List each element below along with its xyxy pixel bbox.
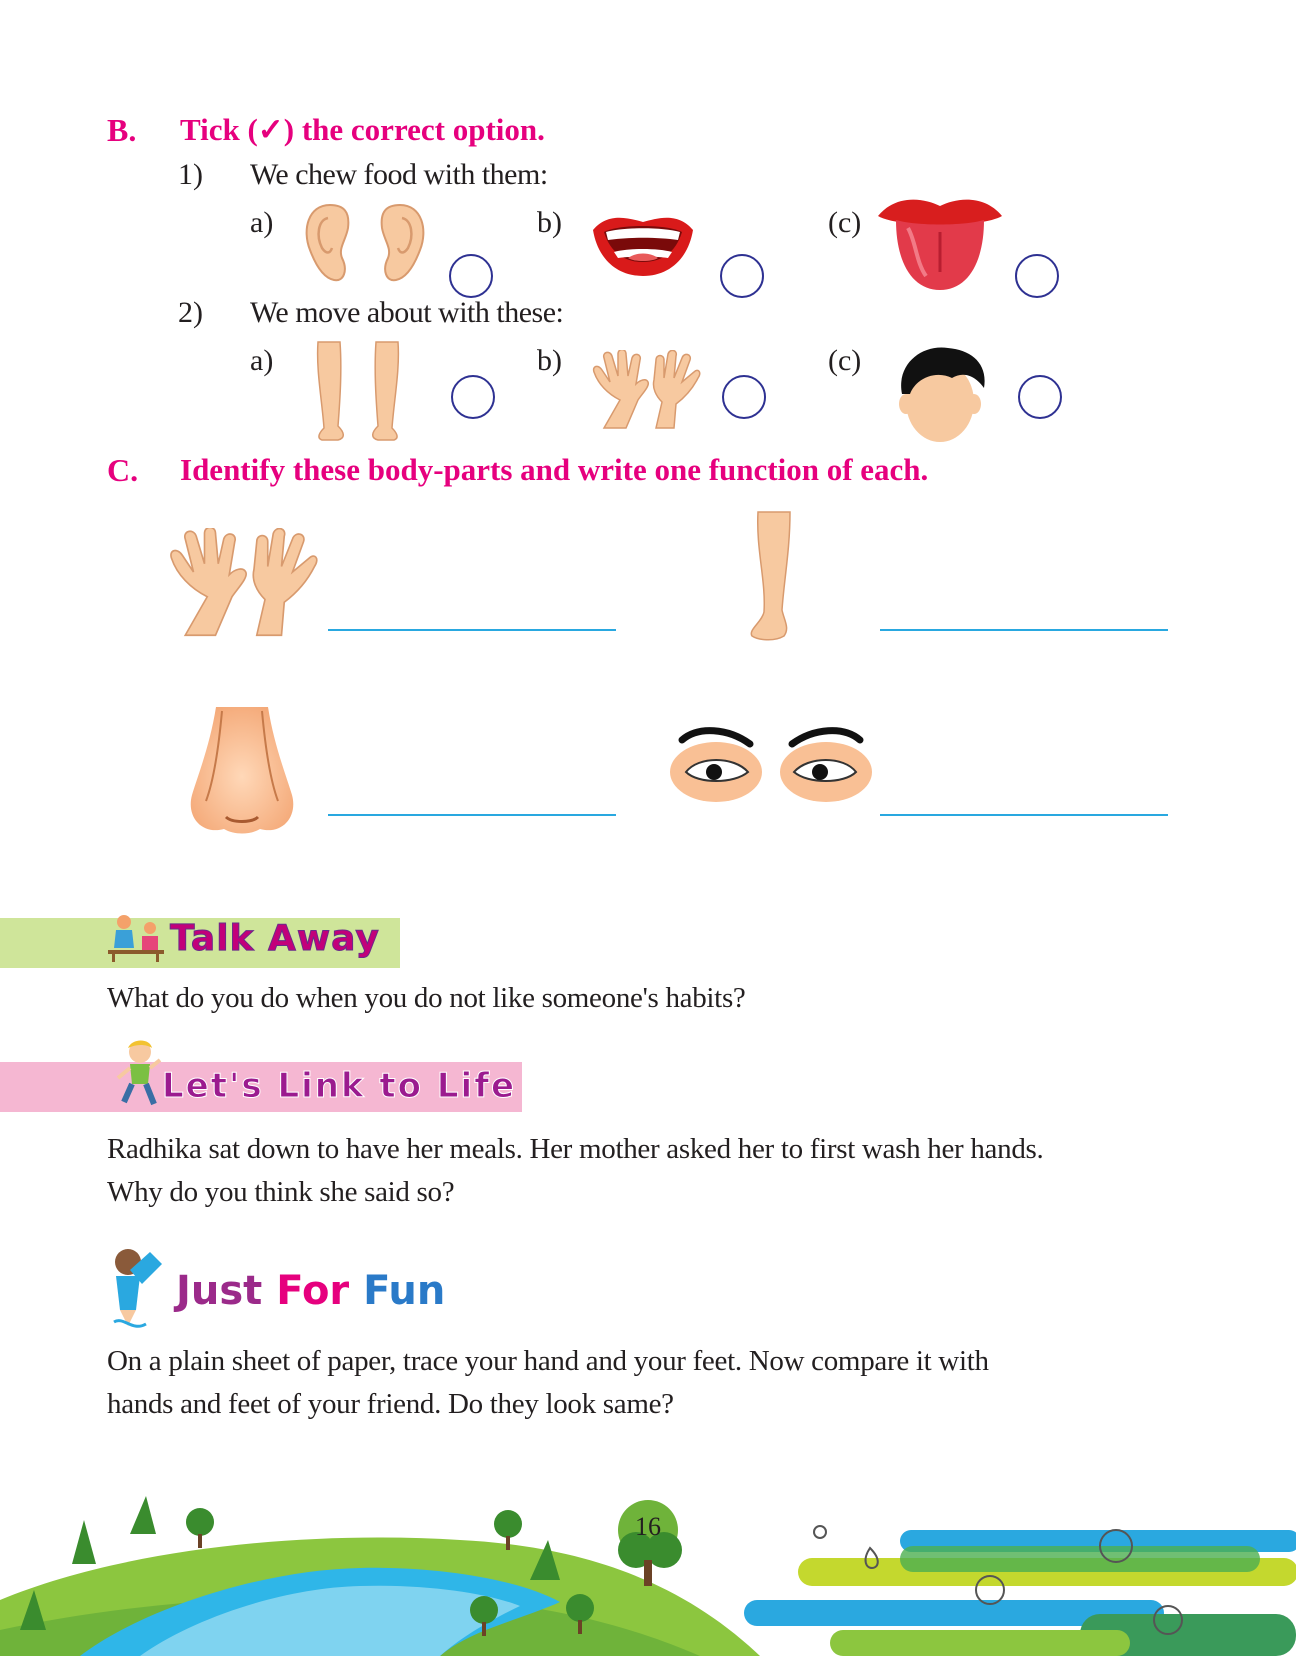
talk-away-title: Talk Away xyxy=(170,918,380,959)
question-1-number: 1) xyxy=(178,158,203,191)
crayon-kid-icon xyxy=(106,1246,166,1332)
link-to-life-title: Let's Link to Life xyxy=(162,1066,517,1106)
just-for-fun-title-part2: For xyxy=(276,1268,350,1314)
legs-image xyxy=(310,340,406,444)
nose-image xyxy=(182,705,302,837)
q1-option-b-label: b) xyxy=(537,206,562,239)
tongue-image xyxy=(876,192,1004,294)
q1-option-a-label: a) xyxy=(250,206,274,239)
eyes-image xyxy=(668,722,874,806)
ears-image xyxy=(300,200,430,285)
page-number: 16 xyxy=(635,1512,661,1541)
q1-option-b-checkbox[interactable] xyxy=(720,254,764,298)
section-c-letter: C. xyxy=(107,452,139,488)
just-for-fun-title-part1: Just xyxy=(176,1268,263,1314)
just-for-fun-line-2: hands and feet of your friend. Do they look same? xyxy=(107,1388,674,1420)
question-1-text: We chew food with them: xyxy=(250,158,548,191)
just-for-fun-title-part3: Fun xyxy=(363,1268,446,1314)
q1-option-c-checkbox[interactable] xyxy=(1015,254,1059,298)
link-to-life-line-1: Radhika sat down to have her meals. Her mother asked her to first wash her hands. xyxy=(107,1133,1044,1165)
mouth-image xyxy=(588,210,698,280)
q2-option-a-checkbox[interactable] xyxy=(451,375,495,419)
q1-option-a-checkbox[interactable] xyxy=(449,254,493,298)
question-2-number: 2) xyxy=(178,296,203,329)
hands-image xyxy=(590,350,702,430)
question-2-text: We move about with these: xyxy=(250,296,564,329)
q2-option-b-checkbox[interactable] xyxy=(722,375,766,419)
children-icon xyxy=(106,912,166,962)
answer-line-leg[interactable] xyxy=(880,629,1168,631)
answer-line-hands[interactable] xyxy=(328,629,616,631)
q2-option-c-label: (c) xyxy=(828,344,862,377)
section-c-title: Identify these body-parts and write one function of each. xyxy=(180,452,929,487)
q2-option-b-label: b) xyxy=(537,344,562,377)
head-image xyxy=(892,344,992,444)
just-for-fun-title xyxy=(176,1268,445,1314)
link-to-life-line-2: Why do you think she said so? xyxy=(107,1176,455,1208)
q1-option-c-label: (c) xyxy=(828,206,862,239)
q2-option-a-label: a) xyxy=(250,344,274,377)
section-b-title: Tick (✓) the correct option. xyxy=(180,112,545,147)
q2-option-c-checkbox[interactable] xyxy=(1018,375,1062,419)
running-boy-icon xyxy=(114,1038,164,1110)
answer-line-nose[interactable] xyxy=(328,814,616,816)
just-for-fun-line-1: On a plain sheet of paper, trace your hand and your feet. Now compare it with xyxy=(107,1345,989,1377)
talk-away-text: What do you do when you do not like someone's habits? xyxy=(107,982,746,1014)
hands-image xyxy=(160,528,326,638)
answer-line-eyes[interactable] xyxy=(880,814,1168,816)
leg-image xyxy=(744,510,804,644)
section-b-letter: B. xyxy=(107,112,137,148)
